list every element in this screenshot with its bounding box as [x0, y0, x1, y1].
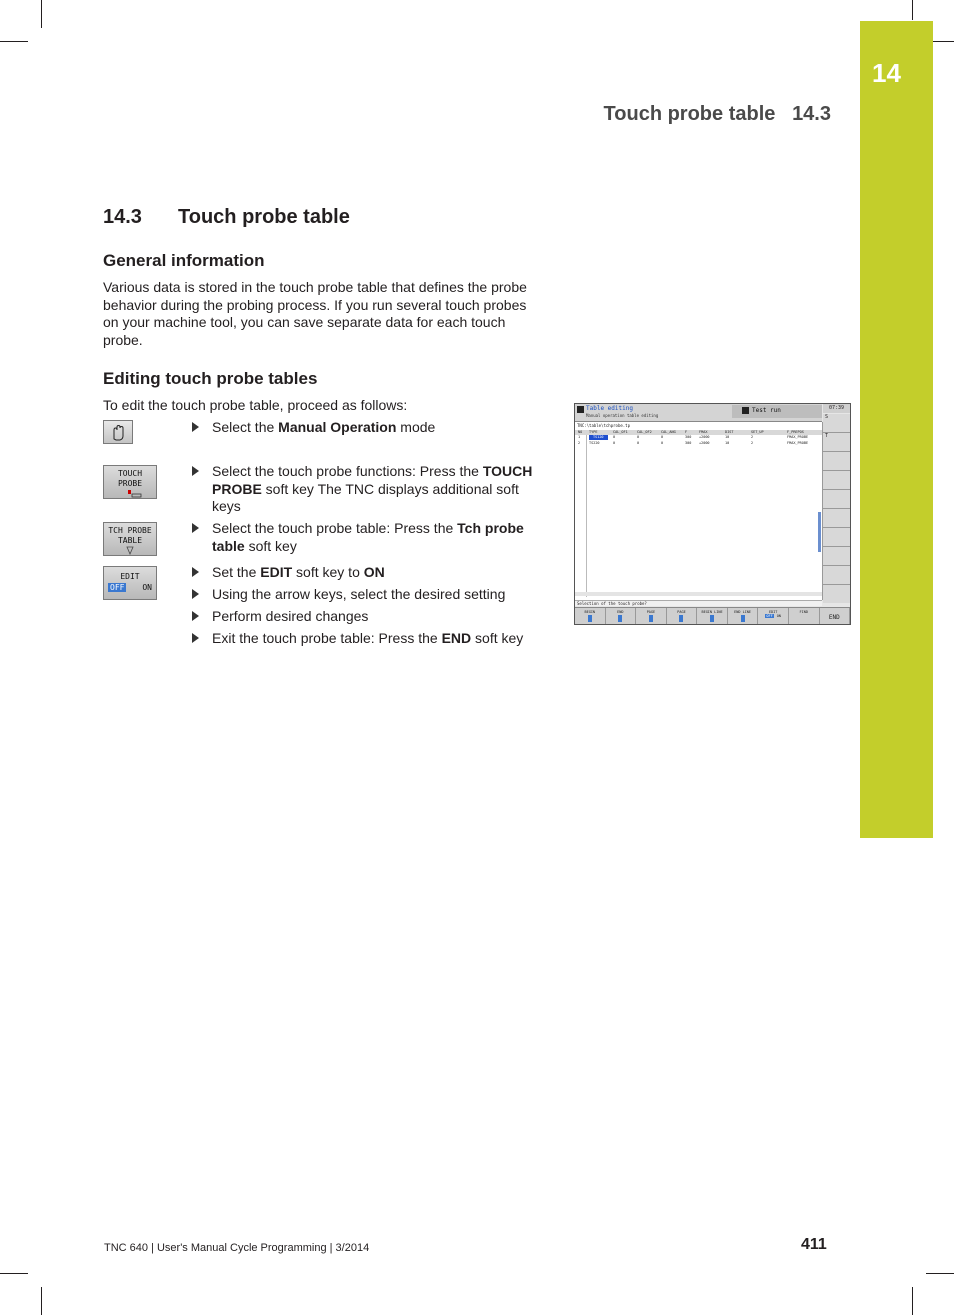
vertical-softkey-bar	[823, 414, 850, 606]
run-mode-box	[732, 405, 822, 418]
status-line: Selection of the touch probe?	[575, 600, 822, 606]
table-column-header: TYPE	[589, 430, 598, 434]
edit-on-label: ON	[142, 583, 152, 592]
column-divider	[586, 435, 587, 597]
horizontal-scrollbar[interactable]	[575, 592, 822, 596]
table-cell: 10	[725, 435, 730, 439]
probe-icon	[115, 489, 145, 498]
bullet-arrow-icon	[192, 466, 199, 476]
tch-probe-table-softkey-image	[103, 522, 157, 556]
screen-edit-off: OFF	[766, 614, 773, 618]
running-header-section: 14.3	[792, 103, 831, 125]
screen-mode-title: Table editing	[586, 405, 633, 412]
softkey-line-1: TOUCH	[117, 469, 143, 478]
arrow-icon	[588, 615, 592, 622]
screen-softkey[interactable]: PAGE	[636, 608, 667, 625]
table-cell: 0	[661, 435, 664, 439]
step-2: Select the touch probe functions: Press the TOUCH PROBE soft key The TNC displays additional soft keys	[192, 463, 542, 516]
table-column-header: NO	[578, 430, 583, 434]
step-7: Exit the touch probe table: Press the END soft key	[192, 630, 542, 648]
bullet-arrow-icon	[192, 589, 199, 599]
arrow-icon	[649, 615, 653, 622]
tnc-screenshot	[574, 403, 851, 625]
softkey-label: EDIT	[120, 572, 140, 581]
vertical-softkey[interactable]	[823, 528, 850, 547]
step-4: Set the EDIT soft key to ON	[192, 564, 542, 582]
crop-mark	[926, 1273, 954, 1274]
run-mode-label: Test run	[752, 407, 781, 414]
running-header	[604, 103, 831, 126]
table-cell: +2000	[699, 435, 710, 439]
table-column-header: F	[685, 430, 688, 434]
edit-off-label: OFF	[110, 583, 125, 592]
screen-softkey[interactable]: END	[606, 608, 637, 625]
touch-probe-softkey-image	[103, 465, 157, 499]
screen-softkey[interactable]: BEGIN	[575, 608, 606, 625]
table-column-header: DIST	[725, 430, 734, 434]
table-cell: TS220	[589, 441, 600, 445]
horizontal-softkey-bar	[575, 607, 850, 625]
table-cell: 1	[578, 435, 581, 439]
section-number: 14.3	[103, 206, 142, 228]
crop-mark	[912, 0, 913, 20]
general-info-body: Various data is stored in the touch probe table that defines the probe behavior during the probing process. If you run several touch probes on your machine tool, you can save separate data for each touch probe.	[103, 279, 527, 348]
arrow-icon	[618, 615, 622, 622]
table-cell: 0	[613, 441, 616, 445]
screen-softkey[interactable]: END LINE	[728, 608, 759, 625]
clock: 07:39	[823, 404, 850, 413]
probe-icon	[125, 546, 135, 555]
table-cell: FMAX_PROBE	[787, 441, 809, 445]
chapter-tab	[860, 21, 933, 838]
vertical-softkey[interactable]: S	[823, 414, 850, 433]
footer-text: TNC 640 | User's Manual Cycle Programming | 3/2014	[104, 1242, 370, 1254]
chapter-number: 14	[872, 58, 901, 88]
screen-softkey[interactable]: END	[820, 608, 851, 625]
general-info-heading: General information	[103, 251, 265, 270]
table-cell: FMAX_PROBE	[787, 435, 809, 439]
arrow-icon	[741, 615, 745, 622]
table-cell: 10	[725, 441, 730, 445]
table-cell: 0	[613, 435, 616, 439]
vertical-softkey[interactable]	[823, 566, 850, 585]
screen-softkey[interactable]: EDIT OFF ON	[758, 608, 789, 625]
manual-operation-key-icon	[103, 420, 133, 444]
table-column-header: F_PREPOS	[787, 430, 804, 434]
table-column-header: FMAX	[699, 430, 708, 434]
bullet-arrow-icon	[192, 422, 199, 432]
mode-icon	[577, 406, 584, 413]
softkey-line-2: PROBE	[117, 479, 143, 488]
crop-mark	[0, 41, 28, 42]
arrow-icon	[710, 615, 714, 622]
softkey-line-2: TABLE	[117, 536, 143, 545]
table-cell: 300	[685, 435, 692, 439]
crop-mark	[912, 1287, 913, 1315]
table-cell: TS120	[589, 435, 608, 440]
crop-mark	[0, 1273, 28, 1274]
screen-edit-toggle	[758, 614, 788, 618]
table-body	[575, 435, 822, 447]
table-cell: 0	[637, 441, 640, 445]
table-path: TNC:\table\tchprobe.tp	[577, 423, 630, 428]
table-cell: 0	[661, 441, 664, 445]
program-run-icon	[742, 407, 749, 414]
table-cell: +2000	[699, 441, 710, 445]
vertical-softkey[interactable]	[823, 547, 850, 566]
crop-mark	[41, 1287, 42, 1315]
vertical-softkey[interactable]	[823, 585, 850, 603]
screen-mode-sub: Manual operation table editing	[586, 413, 659, 418]
table-column-header: CAL_OF2	[637, 430, 652, 434]
screen-softkey[interactable]: FIND	[789, 608, 820, 625]
running-header-title: Touch probe table	[603, 103, 776, 125]
table-column-header: SET_UP	[751, 430, 764, 434]
table-cell: 2	[578, 441, 581, 445]
arrow-icon	[679, 615, 683, 622]
step-5: Using the arrow keys, select the desired setting	[192, 586, 542, 604]
table-row[interactable]	[575, 435, 822, 440]
table-column-header: CAL_OF1	[613, 430, 628, 434]
softkey-line-1: TCH PROBE	[108, 526, 152, 535]
step-1: Select the Manual Operation mode	[192, 419, 542, 437]
page-number: 411	[801, 1236, 827, 1253]
editing-intro: To edit the touch probe table, proceed as follows:	[103, 397, 408, 413]
crop-mark	[41, 0, 42, 28]
vertical-softkey[interactable]	[823, 452, 850, 471]
hand-icon	[104, 421, 132, 443]
vertical-softkey[interactable]	[823, 490, 850, 509]
screen-softkey[interactable]: BEGIN LINE	[697, 608, 728, 625]
bullet-arrow-icon	[192, 567, 199, 577]
screen-edit-on: ON	[776, 614, 781, 618]
section-title	[103, 206, 350, 229]
vertical-scrollbar[interactable]	[818, 512, 821, 552]
bullet-arrow-icon	[192, 633, 199, 643]
vertical-softkey[interactable]	[823, 509, 850, 528]
step-6: Perform desired changes	[192, 608, 542, 626]
bullet-arrow-icon	[192, 611, 199, 621]
section-title-text: Touch probe table	[178, 206, 350, 228]
bullet-arrow-icon	[192, 523, 199, 533]
table-cell: 2	[751, 435, 754, 439]
table-area	[575, 422, 823, 600]
editing-heading: Editing touch probe tables	[103, 369, 318, 388]
table-cell: 0	[637, 435, 640, 439]
edit-softkey-image	[103, 566, 157, 600]
table-cell: 2	[751, 441, 754, 445]
table-cell: 300	[685, 441, 692, 445]
table-column-header: CAL_ANG	[661, 430, 676, 434]
step-3: Select the touch probe table: Press the Tch probe table soft key	[192, 520, 542, 555]
vertical-softkey[interactable]: T	[823, 433, 850, 452]
table-row[interactable]	[575, 441, 822, 446]
screen-header	[575, 404, 822, 422]
screen-softkey[interactable]: PAGE	[667, 608, 698, 625]
vertical-softkey[interactable]	[823, 471, 850, 490]
